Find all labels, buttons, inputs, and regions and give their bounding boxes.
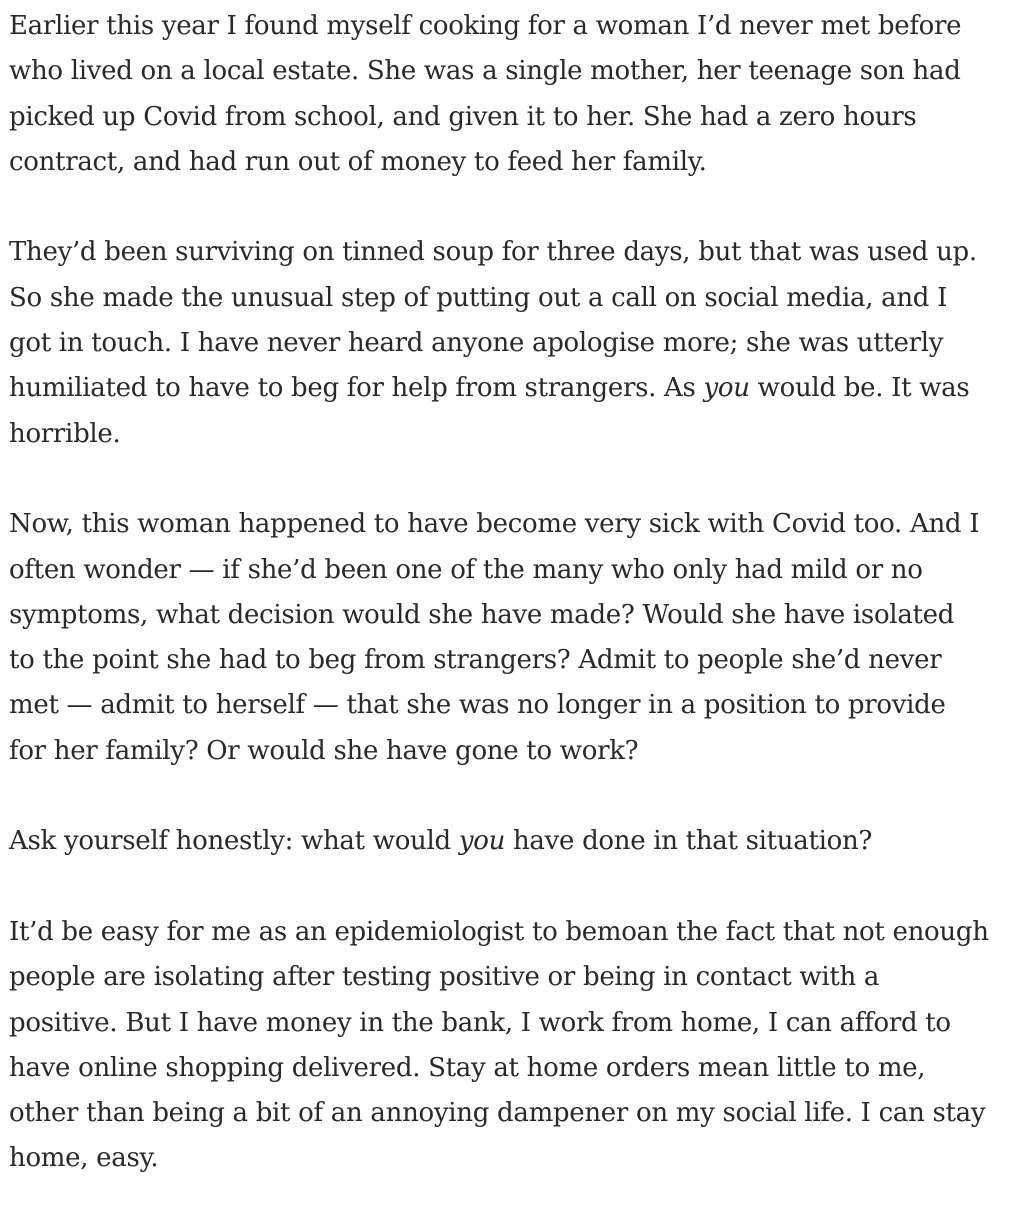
emphasis-text: you: [458, 826, 506, 857]
text-line: home, easy.: [9, 1143, 159, 1174]
text-line: It’d be easy for me as an epidemiologist to bemoan the fact that not enough: [9, 916, 989, 947]
text-line: picked up Covid from school, and given it to her. She had a zero hours: [9, 101, 917, 132]
article-body: [9, 4, 1009, 1227]
text-segment: humiliated to have to beg for help from strangers. As: [9, 373, 704, 404]
paragraph-2: [9, 230, 1009, 456]
text-line: got in touch. I have never heard anyone apologise more; she was utterly: [9, 328, 944, 359]
text-line: met — admit to herself — that she was no longer in a position to provide: [9, 690, 946, 721]
text-line: have online shopping delivered. Stay at home orders mean little to me,: [9, 1052, 926, 1083]
text-line: Earlier this year I found myself cooking for a woman I’d never met before: [9, 11, 962, 41]
text-line: contract, and had run out of money to feed her family.: [9, 146, 707, 177]
text-line: who lived on a local estate. She was a single mother, her teenage son had: [9, 56, 961, 87]
paragraph-3: [9, 502, 1009, 774]
text-line: They’d been surviving on tinned soup for three days, but that was used up.: [9, 237, 977, 268]
paragraph-1: [9, 4, 1009, 185]
text-line: [9, 819, 1009, 864]
text-line: people are isolating after testing positive or being in contact with a: [9, 962, 880, 993]
paragraph-4: [9, 819, 1009, 864]
text-line: [9, 366, 1009, 411]
text-segment: have done in that situation?: [505, 826, 873, 857]
text-line: for her family? Or would she have gone to work?: [9, 735, 639, 766]
text-line: to the point she had to beg from strangers? Admit to people she’d never: [9, 645, 942, 676]
text-line: other than being a bit of an annoying dampener on my social life. I can stay: [9, 1098, 986, 1129]
text-segment: Ask yourself honestly: what would: [9, 826, 459, 857]
text-line: horrible.: [9, 418, 121, 449]
text-line: often wonder — if she’d been one of the many who only had mild or no: [9, 554, 923, 585]
text-line: positive. But I have money in the bank, I work from home, I can afford to: [9, 1007, 951, 1038]
text-line: symptoms, what decision would she have made? Would she have isolated: [9, 599, 955, 630]
text-line: Now, this woman happened to have become very sick with Covid too. And I: [9, 509, 980, 540]
text-line: So she made the unusual step of putting out a call on social media, and I: [9, 282, 948, 313]
emphasis-text: you: [703, 373, 750, 404]
text-segment: would be. It was: [749, 373, 970, 404]
paragraph-5: [9, 910, 1009, 1182]
